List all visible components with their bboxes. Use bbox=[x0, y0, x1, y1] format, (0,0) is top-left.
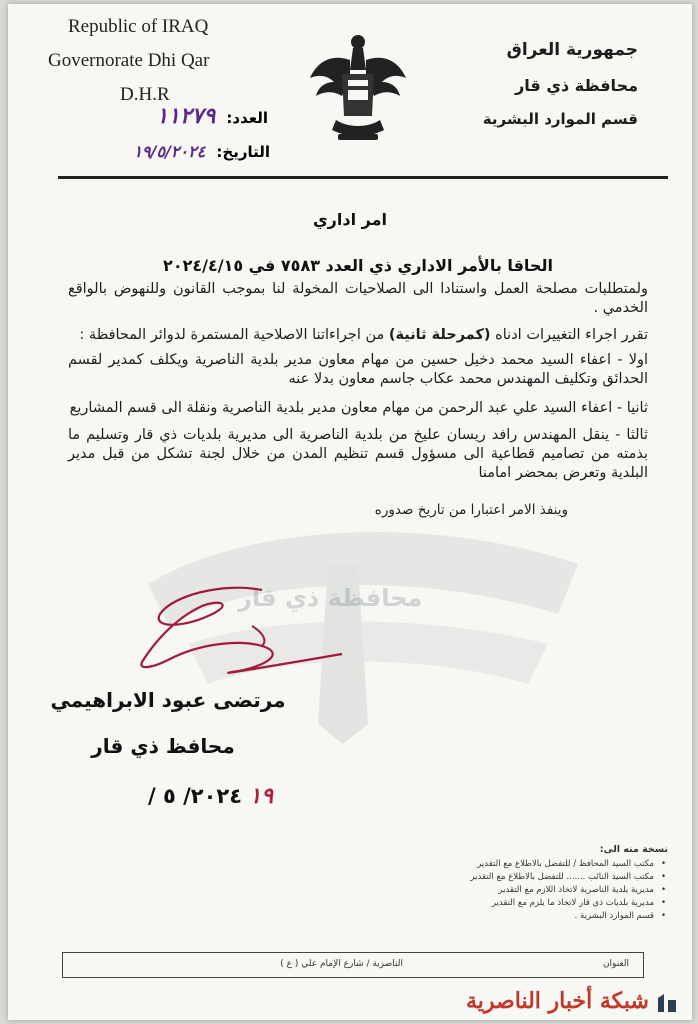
copy-recipient: • مكتب السيد النائب ....... للتفضل بالاطلاع مع التقدير bbox=[48, 872, 654, 882]
decision-phase: (كمرحلة ثانية) bbox=[388, 327, 491, 343]
paragraph-mandate: ولمتطلبات مصلحة العمل واستنادا الى الصلاحيات المخولة لنا بموجب القانون وللنهوض بالواقع الخدمي . bbox=[68, 281, 648, 316]
order-item-3: ثالثا - ينقل المهندس رافد ريسان عليخ من بلدية الناصرية الى مديرية بلديات ذي قار وتسليم ما بذمته من تصاميم قطاعية الى مسؤول قسم تنظيم المدن من خلال لجنة تشكل من قبل مدير البلدية وتعرض بمحضر امامنا bbox=[68, 427, 648, 481]
date-label: التاريخ: bbox=[216, 143, 270, 161]
copy-recipient: • مديرية بلديات ذي قار لاتخاذ ما يلزم مع التقدير bbox=[48, 898, 654, 908]
header-en-line3: D.H.R bbox=[120, 84, 170, 105]
signature-date bbox=[148, 784, 273, 809]
document-title: امر اداري bbox=[313, 210, 387, 229]
decision-lead: تقرر اجراء التغييرات ادناه bbox=[495, 327, 648, 343]
address-label: العنوان bbox=[602, 959, 629, 969]
paragraph-decision bbox=[68, 326, 648, 345]
signatory-title: محافظ ذي قار bbox=[91, 734, 235, 758]
decision-tail: من اجراءاتنا الاصلاحية المستمرة لدوائر المحافظة : bbox=[79, 327, 385, 343]
copies-list bbox=[48, 844, 668, 924]
date-value: ١٩/٥/٢٠٢٤ bbox=[133, 142, 206, 161]
signatory-name: مرتضى عبود الابراهيمي bbox=[50, 688, 286, 712]
document-subtitle: الحاقا بالأمر الاداري ذي العدد ٧٥٨٣ في ٢٠٢٤/٤/١٥ bbox=[163, 256, 553, 275]
header-en-line2: Governorate Dhi Qar bbox=[48, 50, 210, 71]
signature-date-day: ١٩ bbox=[249, 784, 274, 809]
news-logo-icon bbox=[654, 992, 680, 1014]
news-network-logo: شبكة أخبار الناصرية bbox=[466, 988, 649, 1014]
copy-recipient: • قسم الموارد البشرية . bbox=[48, 911, 654, 921]
copies-heading: نسخة منه الى: bbox=[599, 844, 668, 855]
document-body bbox=[68, 280, 648, 520]
handwritten-signature bbox=[112, 576, 352, 686]
header-ar-line1: جمهورية العراق bbox=[506, 40, 638, 60]
order-item-1: اولا - اعفاء السيد محمد دخيل حسين من مهام معاون مدير بلدية الناصرية ويكلف كمدير لقسم الحدائق وتكليف المهندس محمد عكاب جاسم معاون بدلا عنه bbox=[68, 352, 648, 387]
copy-recipient: • مكتب السيد المحافظ / للتفضل بالاطلاع مع التقدير bbox=[48, 859, 654, 869]
header-ar-line2: محافظة ذي قار bbox=[515, 76, 638, 95]
number-value: ١١٢٧٩ bbox=[156, 104, 216, 129]
header-divider bbox=[58, 176, 668, 179]
signature-date-printed: ٢٠٢٤/ ٥ / bbox=[148, 784, 243, 808]
address-value: الناصرية / شارع الإمام علي ( ع ) bbox=[280, 959, 403, 969]
header-ar-line3: قسم الموارد البشرية bbox=[482, 110, 638, 128]
copy-recipient: • مديرية بلدية الناصرية لاتخاذ اللازم مع التقدير bbox=[48, 885, 654, 895]
order-item-2: ثانيا - اعفاء السيد علي عبد الرحمن من مهام معاون مدير بلدية الناصرية ونقلة الى قسم المشاريع bbox=[69, 400, 648, 416]
document-number bbox=[68, 104, 268, 129]
document-page bbox=[8, 4, 692, 1020]
watermark-text: محافظة ذي قار bbox=[238, 584, 423, 612]
effective-note: وينفذ الامر اعتبارا من تاريخ صدوره bbox=[374, 502, 568, 518]
iraq-eagle-emblem-icon bbox=[308, 30, 408, 146]
address-bar bbox=[62, 952, 644, 978]
number-label: العدد: bbox=[226, 109, 268, 127]
header-en-line1: Republic of IRAQ bbox=[68, 16, 209, 37]
document-date bbox=[66, 142, 270, 161]
